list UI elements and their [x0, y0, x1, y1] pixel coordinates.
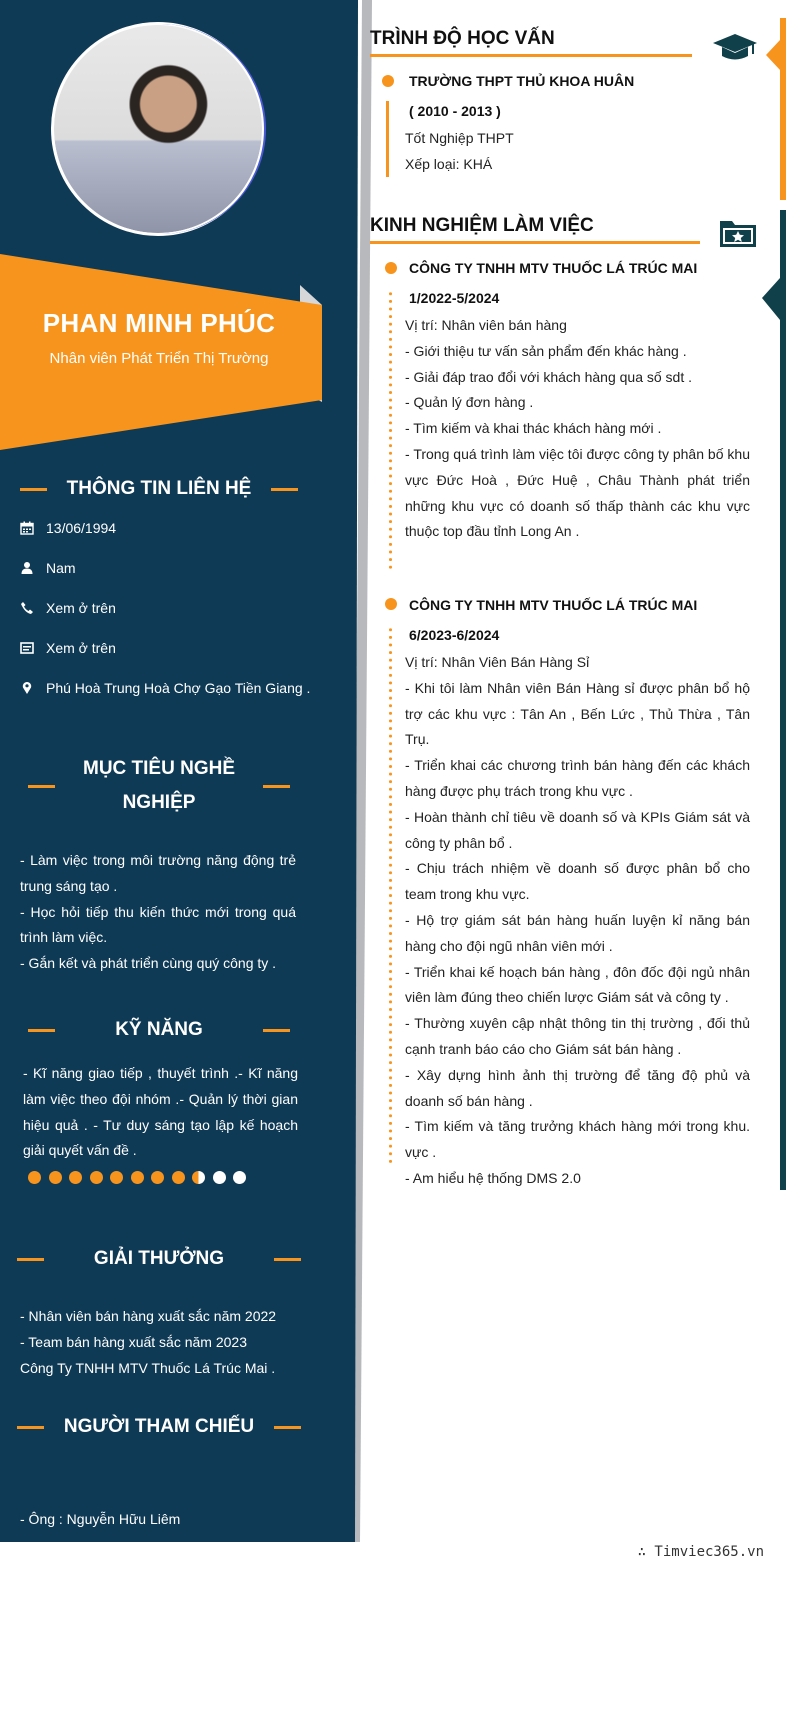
awards-heading-text: GIẢI THƯỞNG: [93, 1248, 225, 1269]
heading-dash: [263, 785, 290, 788]
heading-dash: [20, 488, 47, 491]
graduation-cap-icon: [712, 32, 758, 62]
education-timeline-bar: [386, 101, 389, 177]
job-line: - Xây dựng hình ảnh thị trường để tăng độ phủ và doanh số bán hàng .: [405, 1066, 750, 1109]
education-details: [405, 126, 750, 178]
references-heading: [0, 1410, 318, 1444]
contact-heading-text: THÔNG TIN LIÊN HỆ: [66, 478, 252, 499]
contact-phone-value: Xem ở trên: [46, 600, 116, 616]
avatar-ring: [56, 24, 266, 234]
skills-heading-text: KỸ NĂNG: [115, 1019, 203, 1040]
job-line: - Triển khai các chương trình bán hàng đến các khách hàng được phụ trách trong khu vực .: [405, 757, 750, 799]
contact-gender: [20, 560, 76, 576]
calendar-icon: [20, 521, 34, 535]
contact-email: [20, 640, 116, 656]
job-2-timeline: [389, 626, 392, 1166]
heading-dash: [17, 1258, 44, 1261]
heading-dash: [274, 1258, 301, 1261]
references-text: [20, 1455, 296, 1713]
experience-underline: [370, 241, 700, 244]
skill-rating-dot: [172, 1171, 185, 1184]
job-line: - Giới thiệu tư vấn sản phẩm đến khác hàng .: [405, 342, 687, 359]
skills-heading: [0, 1013, 318, 1047]
experience-heading: KINH NGHIỆM LÀM VIỆC: [370, 215, 594, 236]
job-line: - Chịu trách nhiệm về doanh số được phân bổ cho team trong khu vực.: [405, 860, 750, 903]
job-line: - Hộ trợ giám sát bán hàng huấn luyện kỉ năng bán hàng cho đội ngũ nhân viên mới .: [405, 911, 750, 954]
job-1-details: [405, 313, 750, 545]
contact-heading: [0, 472, 318, 506]
job-line: - Tìm kiếm và khai thác khách hàng mới .: [405, 420, 662, 437]
location-pin-icon: [20, 681, 34, 695]
job-1-company: CÔNG TY TNHH MTV THUỐC LÁ TRÚC MAI: [409, 260, 698, 276]
reference-line: - Ông : Nguyễn Hữu Liêm: [20, 1510, 181, 1527]
education-heading: TRÌNH ĐỘ HỌC VẤN: [370, 28, 555, 49]
skill-rating-dot: [110, 1171, 123, 1184]
job-line: Vị trí: Nhân Viên Bán Hàng Sỉ: [405, 654, 590, 670]
education-school: TRƯỜNG THPT THỦ KHOA HUÂN: [409, 73, 635, 89]
references-heading-text: NGƯỜI THAM CHIẾU: [63, 1416, 255, 1437]
job-line: - Giải đáp trao đổi với khách hàng qua số sdt .: [405, 368, 693, 385]
heading-dash: [17, 1426, 44, 1429]
objective-line: - Học hỏi tiếp thu kiến thức mới trong quá trình làm việc.: [20, 903, 296, 946]
contact-address: [20, 680, 310, 696]
skills-text: - Kĩ năng giao tiếp , thuyết trình .- Kĩ năng làm việc theo đội nhóm .- Quản lý thời gian hiệu quả . - Tư duy sáng tạo lập kế hoạch giải quyết vấn đề .: [23, 1065, 298, 1159]
education-bullet: [382, 75, 394, 87]
skill-rating-dot: [49, 1171, 62, 1184]
right-accent-orange: [780, 18, 786, 200]
contact-birthday-value: 13/06/1994: [46, 520, 117, 536]
contact-birthday: [20, 520, 116, 536]
skill-rating-dot: [90, 1171, 103, 1184]
candidate-name: PHAN MINH PHÚC: [42, 308, 276, 338]
job-2-company: CÔNG TY TNHH MTV THUỐC LÁ TRÚC MAI: [409, 597, 698, 613]
award-line: - Team bán hàng xuất sắc năm 2023: [20, 1333, 248, 1350]
job-line: - Hoàn thành chỉ tiêu về doanh số và KPIs Giám sát và công ty phân bổ .: [405, 808, 750, 851]
contact-address-value: Phú Hoà Trung Hoà Chợ Gạo Tiền Giang .: [46, 680, 311, 696]
email-icon: [20, 641, 34, 655]
heading-dash: [28, 785, 55, 788]
job-line: - Triển khai kế hoạch bán hàng , đôn đốc đội ngủ nhân viên làm đúng theo chiến lược Giám sát và công ty .: [405, 963, 750, 1006]
skill-rating-dot: [192, 1171, 205, 1184]
objective-text: [20, 848, 296, 977]
job-2-period: 6/2023-6/2024: [409, 627, 500, 643]
education-period: ( 2010 - 2013 ): [409, 103, 501, 119]
objective-heading-line-2: NGHIỆP: [122, 792, 196, 813]
heading-dash: [263, 1029, 290, 1032]
job-2-details: [405, 650, 750, 1192]
reference-line: - Chức vụ : Giám sát bán hàng: [20, 1587, 216, 1604]
job-line: - Trong quá trình làm việc tôi được công ty phân bố khu vực Đức Hoà , Đức Huệ , Châu Thành phát triển những khu vực có doanh số thấp thành các khu vực thuộc top đầu tỉnh Long An .: [405, 445, 750, 540]
job-line: - Khi tôi làm Nhân viên Bán Hàng sỉ được phân bổ hộ trợ các khu vực : Tân An , Bến Lức , Thủ Thừa , Tân Trụ.: [405, 679, 750, 748]
objective-heading: [0, 752, 318, 820]
right-accent-orange-arrow: [766, 40, 780, 70]
job-1-period: 1/2022-5/2024: [409, 290, 500, 306]
site-watermark: ∴ Timviec365.vn: [637, 1544, 764, 1560]
skill-rating-dot: [233, 1171, 246, 1184]
heading-dash: [28, 1029, 55, 1032]
skill-rating: [28, 1171, 254, 1184]
education-line: Tốt Nghiệp THPT: [405, 130, 514, 146]
awards-text: [20, 1304, 296, 1381]
objective-heading-line-1: MỤC TIÊU NGHỀ: [83, 758, 235, 779]
objective-heading-text: [55, 752, 263, 820]
award-line: Công Ty TNHH MTV Thuốc Lá Trúc Mai .: [20, 1359, 276, 1376]
job-2-bullet: [385, 598, 397, 610]
objective-line: - Làm việc trong môi trường năng động trẻ trung sáng tạo .: [20, 852, 296, 894]
education-underline: [370, 54, 692, 57]
contact-gender-value: Nam: [46, 560, 76, 576]
education-line: Xếp loại: KHÁ: [405, 155, 493, 172]
job-line: - Thường xuyên cập nhật thông tin thị trường , đối thủ cạnh tranh báo cáo cho Giám sát bán hàng .: [405, 1015, 750, 1057]
skill-rating-dot: [213, 1171, 226, 1184]
contact-phone: [20, 600, 116, 616]
skill-rating-dot: [69, 1171, 82, 1184]
person-icon: [20, 561, 34, 575]
job-1-timeline: [389, 290, 392, 572]
reference-line: - SDT : 0983511691: [20, 1665, 145, 1682]
job-line: - Quản lý đơn hàng .: [405, 394, 534, 411]
phone-icon: [20, 601, 34, 615]
right-accent-green: [780, 210, 786, 1190]
skill-rating-dot: [28, 1171, 41, 1184]
candidate-title: Nhân viên Phát Triển Thị Trường: [49, 350, 269, 367]
job-line: - Am hiểu hệ thống DMS 2.0: [405, 1169, 581, 1186]
awards-heading: [0, 1242, 318, 1276]
heading-dash: [274, 1426, 301, 1429]
heading-dash: [271, 488, 298, 491]
folder-star-icon: [718, 215, 758, 249]
contact-email-value: Xem ở trên: [46, 640, 116, 656]
job-line: Vị trí: Nhân viên bán hàng: [405, 317, 567, 333]
skill-rating-dot: [131, 1171, 144, 1184]
objective-line: - Gắn kết và phát triển cùng quý công ty .: [20, 955, 277, 972]
skill-rating-dot: [151, 1171, 164, 1184]
job-1-bullet: [385, 262, 397, 274]
right-accent-green-arrow: [762, 278, 780, 320]
job-line: - Tìm kiếm và tăng trưởng khách hàng mới trong khu. vực .: [405, 1118, 750, 1161]
award-line: - Nhân viên bán hàng xuất sắc năm 2022: [20, 1308, 277, 1324]
